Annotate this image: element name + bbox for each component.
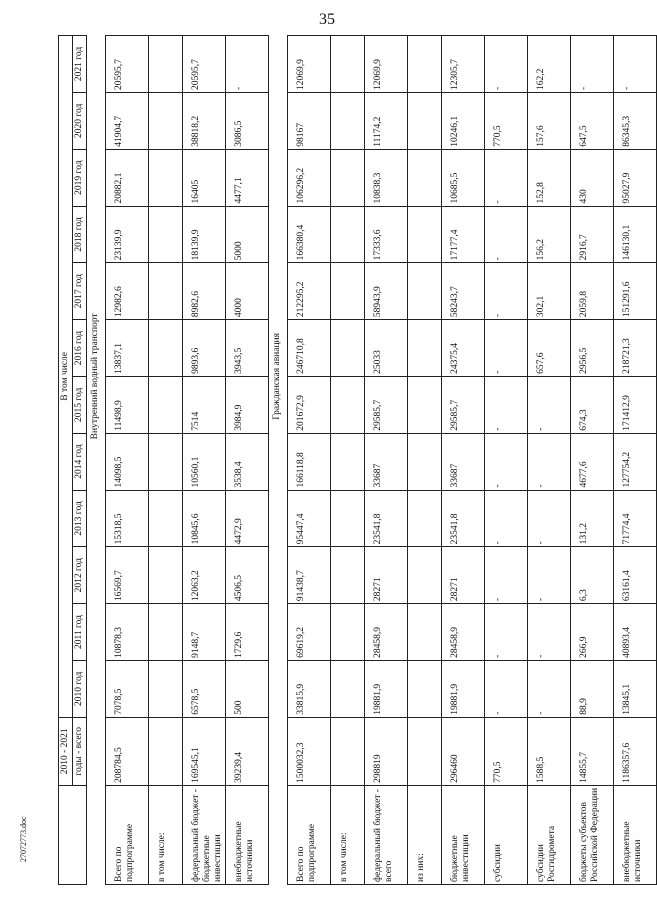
row-value: 63161,4 xyxy=(613,547,656,604)
row-value xyxy=(148,149,182,206)
row-value: 3086,5 xyxy=(225,92,268,149)
row-value xyxy=(148,92,182,149)
row-label: внебюджетные источники xyxy=(613,785,656,884)
row-value: 71774,4 xyxy=(613,490,656,547)
table-row xyxy=(225,36,268,885)
row-value: 266,9 xyxy=(570,604,613,661)
row-total: 1186357,6 xyxy=(613,717,656,785)
row-value xyxy=(407,490,441,547)
row-value: 674,3 xyxy=(570,376,613,433)
row-value: 10246,1 xyxy=(441,92,484,149)
header-year: 2014 год xyxy=(72,433,86,490)
row-value: 5000 xyxy=(225,206,268,263)
row-value: - xyxy=(484,490,527,547)
row-value: 12069,9 xyxy=(364,36,407,93)
header-year: 2016 год xyxy=(72,320,86,377)
row-label: из них: xyxy=(407,785,441,884)
row-value: - xyxy=(527,547,570,604)
row-label: федеральный бюджет - всего xyxy=(364,785,407,884)
row-value: 69619,2 xyxy=(287,604,330,661)
row-value xyxy=(407,660,441,717)
row-total: 39239,4 xyxy=(225,717,268,785)
row-value: 647,5 xyxy=(570,92,613,149)
row-value: 58943,9 xyxy=(364,263,407,320)
header-row-1 xyxy=(59,36,73,885)
section-title-row xyxy=(86,36,105,885)
row-value xyxy=(407,36,441,93)
row-value: 162,2 xyxy=(527,36,570,93)
header-label-cell xyxy=(59,785,87,884)
row-value xyxy=(148,263,182,320)
row-label: бюджеты субъектов Российской Федерации xyxy=(570,785,613,884)
row-value: - xyxy=(484,660,527,717)
row-value xyxy=(148,376,182,433)
row-value xyxy=(330,490,364,547)
row-value xyxy=(148,433,182,490)
row-value: 19881,9 xyxy=(364,660,407,717)
row-value: 218721,3 xyxy=(613,320,656,377)
row-value: - xyxy=(527,660,570,717)
section-spacer xyxy=(86,717,105,884)
row-value xyxy=(330,433,364,490)
row-total xyxy=(330,717,364,785)
row-value: 29585,7 xyxy=(441,376,484,433)
row-label: внебюджетные источники xyxy=(225,785,268,884)
table-row xyxy=(330,36,364,885)
table-row xyxy=(570,36,613,885)
row-label: субсидии Росгидромета xyxy=(527,785,570,884)
row-value: 17177,4 xyxy=(441,206,484,263)
row-value: 9893,6 xyxy=(182,320,225,377)
row-label: субсидии xyxy=(484,785,527,884)
row-value: 212295,2 xyxy=(287,263,330,320)
row-value: 2059,8 xyxy=(570,263,613,320)
row-value: - xyxy=(613,36,656,93)
row-value: 15318,5 xyxy=(105,490,148,547)
row-value: 9148,7 xyxy=(182,604,225,661)
header-year: 2013 год xyxy=(72,490,86,547)
section-spacer xyxy=(268,717,287,884)
row-value: 88,9 xyxy=(570,660,613,717)
row-value: 302,1 xyxy=(527,263,570,320)
table-row xyxy=(407,36,441,885)
row-value xyxy=(407,433,441,490)
row-value xyxy=(148,320,182,377)
row-value xyxy=(148,604,182,661)
header-year: 2010 год xyxy=(72,660,86,717)
row-value: 131,2 xyxy=(570,490,613,547)
row-value: 28458,9 xyxy=(441,604,484,661)
row-value: 151291,6 xyxy=(613,263,656,320)
row-value: 23541,8 xyxy=(441,490,484,547)
row-value xyxy=(407,320,441,377)
row-value: 11498,9 xyxy=(105,376,148,433)
row-value: 20595,7 xyxy=(182,36,225,93)
row-value: 95447,4 xyxy=(287,490,330,547)
row-value: - xyxy=(484,433,527,490)
row-value: 29585,7 xyxy=(364,376,407,433)
page-number: 35 xyxy=(319,11,335,28)
row-value xyxy=(148,660,182,717)
header-year: 2019 год xyxy=(72,149,86,206)
row-value: 11174,2 xyxy=(364,92,407,149)
row-value: 4506,5 xyxy=(225,547,268,604)
row-label: федеральный бюджет - бюджетные инвестиции xyxy=(182,785,225,884)
row-value: 40893,4 xyxy=(613,604,656,661)
row-value: - xyxy=(484,547,527,604)
budget-table-rotated xyxy=(58,35,643,885)
row-value xyxy=(407,547,441,604)
row-value xyxy=(330,604,364,661)
row-value: 14098,5 xyxy=(105,433,148,490)
table-row xyxy=(105,36,148,885)
table-row xyxy=(441,36,484,885)
header-group: В том числе xyxy=(59,36,73,718)
row-value: - xyxy=(484,206,527,263)
row-value xyxy=(330,547,364,604)
row-label: Всего по подпрограмме xyxy=(105,785,148,884)
row-value: 86345,3 xyxy=(613,92,656,149)
row-value: 127754,2 xyxy=(613,433,656,490)
row-total: 770,5 xyxy=(484,717,527,785)
row-value: 2916,7 xyxy=(570,206,613,263)
row-value: 500 xyxy=(225,660,268,717)
row-value: - xyxy=(527,604,570,661)
row-value: - xyxy=(484,376,527,433)
row-value: - xyxy=(484,604,527,661)
row-value: 17333,6 xyxy=(364,206,407,263)
row-value: 33687 xyxy=(364,433,407,490)
section-title: Внутренний водный транспорт xyxy=(89,313,100,440)
row-value: 4000 xyxy=(225,263,268,320)
row-value xyxy=(407,206,441,263)
row-label: в том числе: xyxy=(330,785,364,884)
row-value: - xyxy=(570,36,613,93)
row-value xyxy=(330,263,364,320)
row-value xyxy=(407,149,441,206)
row-value: - xyxy=(484,36,527,93)
row-value: - xyxy=(484,149,527,206)
row-value xyxy=(148,36,182,93)
footer-filename: 27072773.doc xyxy=(19,816,28,862)
header-year: 2011 год xyxy=(72,604,86,661)
row-value xyxy=(407,263,441,320)
table-row xyxy=(364,36,407,885)
row-value: 12982,6 xyxy=(105,263,148,320)
row-value: - xyxy=(527,433,570,490)
header-total-line2: годы - всего xyxy=(72,717,86,785)
row-value: 12305,7 xyxy=(441,36,484,93)
table-row xyxy=(148,36,182,885)
row-label: в том числе: xyxy=(148,785,182,884)
row-value xyxy=(330,36,364,93)
row-total: 1500032,3 xyxy=(287,717,330,785)
row-value: 166118,8 xyxy=(287,433,330,490)
row-label: бюджетные инвестиции xyxy=(441,785,484,884)
row-value: 8982,6 xyxy=(182,263,225,320)
row-value: 28271 xyxy=(364,547,407,604)
row-value: 4472,9 xyxy=(225,490,268,547)
row-value: 1729,6 xyxy=(225,604,268,661)
table-row xyxy=(287,36,330,885)
row-value: 157,6 xyxy=(527,92,570,149)
section-title: Гражданская авиация xyxy=(271,332,282,420)
row-value: 91438,7 xyxy=(287,547,330,604)
row-value: 166380,4 xyxy=(287,206,330,263)
header-row-2 xyxy=(72,36,86,885)
row-value: 246710,8 xyxy=(287,320,330,377)
row-value: 13845,1 xyxy=(613,660,656,717)
row-value: 24375,4 xyxy=(441,320,484,377)
row-value: 3538,4 xyxy=(225,433,268,490)
row-value: - xyxy=(225,36,268,93)
row-value: 10560,1 xyxy=(182,433,225,490)
row-value: 28458,9 xyxy=(364,604,407,661)
row-total: 14855,7 xyxy=(570,717,613,785)
row-value xyxy=(148,547,182,604)
row-value: 171412,9 xyxy=(613,376,656,433)
row-value: 106296,2 xyxy=(287,149,330,206)
row-total xyxy=(407,717,441,785)
row-value xyxy=(330,149,364,206)
row-value: - xyxy=(527,490,570,547)
row-value: 6578,5 xyxy=(182,660,225,717)
row-value: 41904,7 xyxy=(105,92,148,149)
row-value: 7514 xyxy=(182,376,225,433)
row-total: 169545,1 xyxy=(182,717,225,785)
row-value xyxy=(330,206,364,263)
row-total: 1588,5 xyxy=(527,717,570,785)
row-total: 298819 xyxy=(364,717,407,785)
row-value: 13837,1 xyxy=(105,320,148,377)
row-value xyxy=(148,490,182,547)
budget-table xyxy=(58,35,657,885)
row-value: - xyxy=(484,263,527,320)
header-year: 2020 год xyxy=(72,92,86,149)
row-label: Всего по подпрограмме xyxy=(287,785,330,884)
table-row xyxy=(527,36,570,885)
row-value: 12063,2 xyxy=(182,547,225,604)
row-value: 10878,3 xyxy=(105,604,148,661)
row-value: 12069,9 xyxy=(287,36,330,93)
row-value: 4677,6 xyxy=(570,433,613,490)
header-year: 2015 год xyxy=(72,376,86,433)
row-value: 95027,9 xyxy=(613,149,656,206)
row-value xyxy=(330,92,364,149)
row-value: 58243,7 xyxy=(441,263,484,320)
row-value: 16405 xyxy=(182,149,225,206)
row-value: 2956,5 xyxy=(570,320,613,377)
row-value: 38818,2 xyxy=(182,92,225,149)
row-value: 98167 xyxy=(287,92,330,149)
row-value xyxy=(407,604,441,661)
row-value: 152,8 xyxy=(527,149,570,206)
row-value: 7078,5 xyxy=(105,660,148,717)
header-year: 2017 год xyxy=(72,263,86,320)
row-value: 23541,8 xyxy=(364,490,407,547)
row-value xyxy=(330,376,364,433)
row-value: 10838,3 xyxy=(364,149,407,206)
row-total: 208784,5 xyxy=(105,717,148,785)
row-value: 6,3 xyxy=(570,547,613,604)
row-value: 201672,9 xyxy=(287,376,330,433)
row-value: 657,6 xyxy=(527,320,570,377)
row-value: 146130,1 xyxy=(613,206,656,263)
row-value xyxy=(407,92,441,149)
row-value: 28271 xyxy=(441,547,484,604)
row-value: 25033 xyxy=(364,320,407,377)
row-value xyxy=(407,376,441,433)
row-value: 4477,1 xyxy=(225,149,268,206)
header-year: 2021 год xyxy=(72,36,86,93)
table-row xyxy=(613,36,656,885)
row-value: 156,2 xyxy=(527,206,570,263)
row-value: 430 xyxy=(570,149,613,206)
row-value: 19881,9 xyxy=(441,660,484,717)
row-value: 20882,1 xyxy=(105,149,148,206)
row-value: 23139,9 xyxy=(105,206,148,263)
section-title-row xyxy=(268,36,287,885)
row-value: 3984,9 xyxy=(225,376,268,433)
row-value: 10685,5 xyxy=(441,149,484,206)
row-value: - xyxy=(527,376,570,433)
row-value: 16569,7 xyxy=(105,547,148,604)
row-value: 33687 xyxy=(441,433,484,490)
row-value xyxy=(148,206,182,263)
header-total-line1: 2010 - 2021 xyxy=(59,717,73,785)
row-value: 18139,9 xyxy=(182,206,225,263)
row-value: 770,5 xyxy=(484,92,527,149)
table-row xyxy=(484,36,527,885)
row-value: 20595,7 xyxy=(105,36,148,93)
header-year: 2018 год xyxy=(72,206,86,263)
header-year: 2012 год xyxy=(72,547,86,604)
row-value: 3943,5 xyxy=(225,320,268,377)
row-value: - xyxy=(484,320,527,377)
row-total xyxy=(148,717,182,785)
row-value xyxy=(330,660,364,717)
table-body xyxy=(86,36,656,885)
table-row xyxy=(182,36,225,885)
row-total: 296460 xyxy=(441,717,484,785)
row-value: 10845,6 xyxy=(182,490,225,547)
row-value xyxy=(330,320,364,377)
row-value: 33815,9 xyxy=(287,660,330,717)
